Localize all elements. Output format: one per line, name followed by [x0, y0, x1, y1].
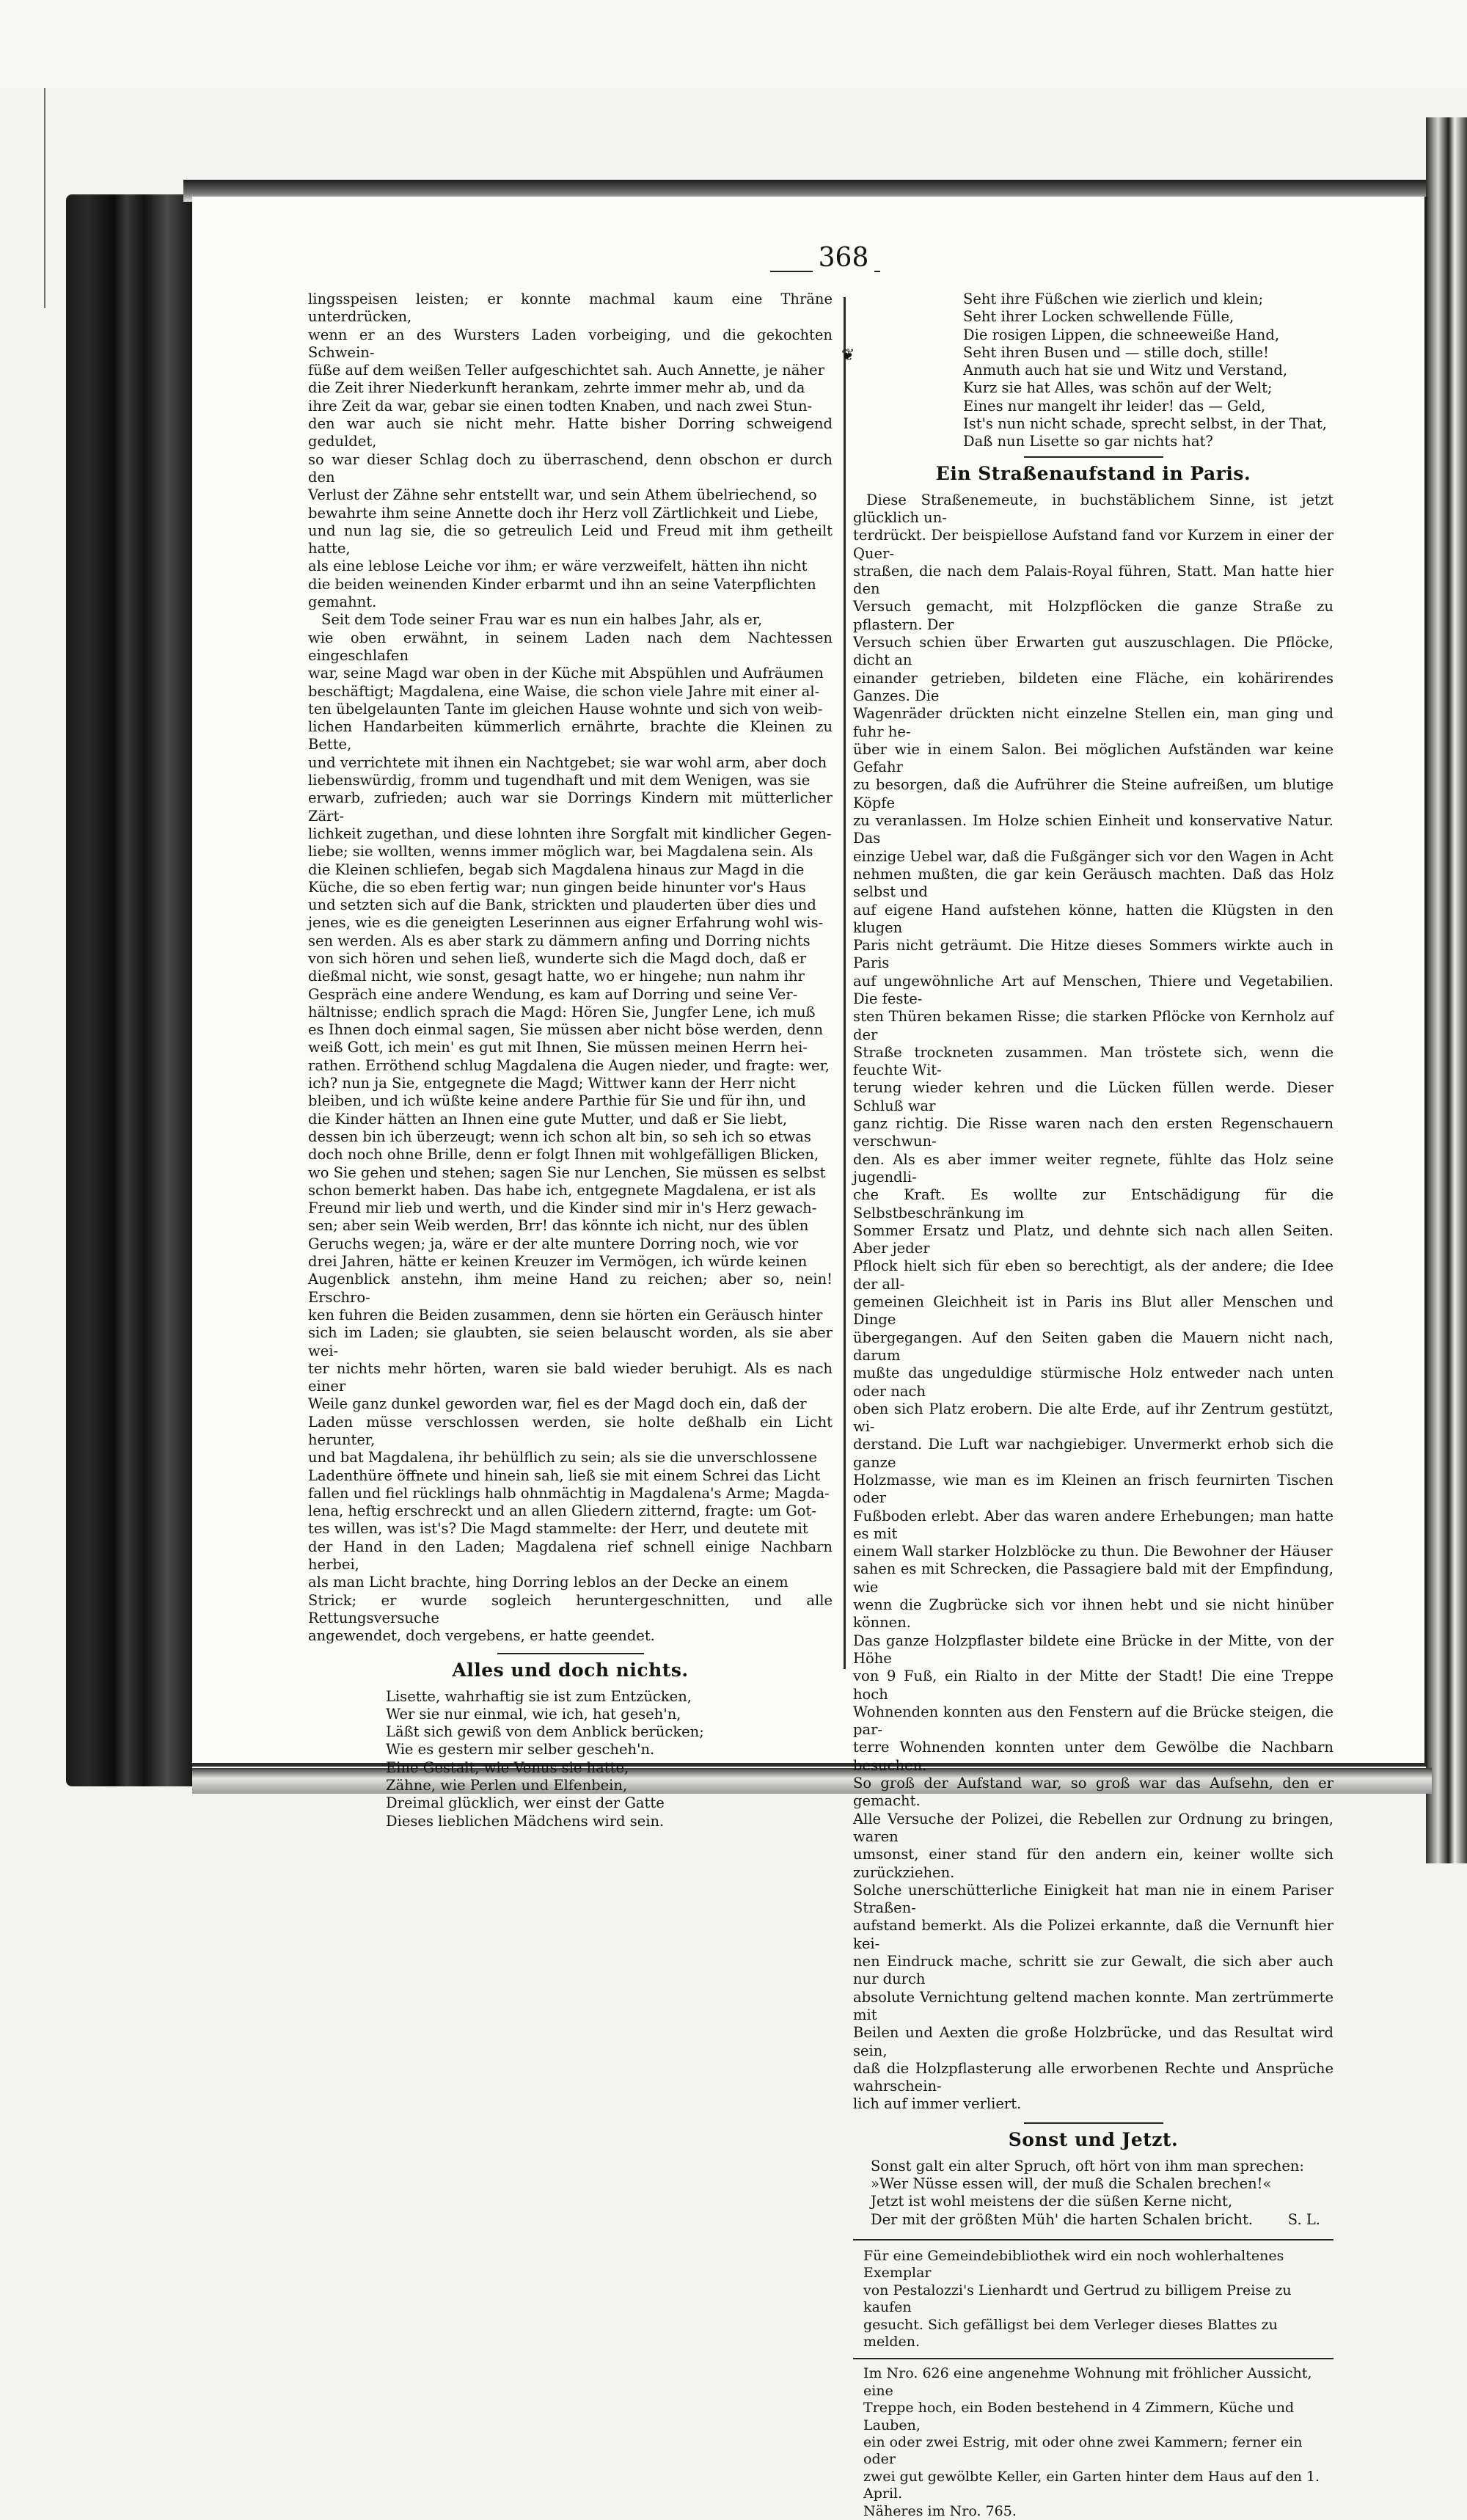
library-notice: Für eine Gemeindebibliothek wird ein noch wohlerhaltenes Exemplar von Pestalozzi's Lienhardt und Gertrud zu billigem Preise zu kaufen gesucht. Sich gefälligst bei dem Verleger dieses Blattes zu melden.: [863, 2247, 1292, 2350]
ornament-mark: ❦: [841, 346, 855, 365]
page-right-edge: [1426, 117, 1467, 1863]
epigram-last-line-row: [853, 2211, 1334, 2229]
epigram-text: Sonst galt ein alter Spruch, oft hört von ihm man sprechen: »Wer Nüsse essen will, der muß die Schalen brechen!« Jetzt ist wohl meistens der die süßen Kerne nicht,: [871, 2157, 1304, 2210]
epigram-last-line: Der mit der größten Müh' die harten Schalen bricht.: [871, 2210, 1253, 2228]
article-heading: Ein Straßenaufstand in Paris.: [935, 462, 1251, 484]
epigram-heading: Sonst und Jetzt.: [1008, 2128, 1179, 2150]
page-number-rule-left: [770, 271, 813, 272]
section-rule: [497, 1653, 644, 1654]
column-divider: [844, 297, 846, 1669]
page-number: 368: [818, 243, 869, 273]
story-paragraph: Seit dem Tode seiner Frau war es nun ein halbes Jahr, als er, wie oben erwähnt, in seinem Laden nach dem Nachtessen eingeschlafen war, seine Magd war oben in der Küche mit Abspühlen und Aufräumen beschäftigt; Magdalena, eine Waise, die schon viele Jahre mit einer al- ten übelgelaunten Tante im gleichen Hause wohnte und sich von weib- lichen Handarbeiten kümmerlich ernährte, brachte die Kleinen zu Bette, und verrichtete mit ihnen ein Nachtgebet; sie war wohl arm, aber doch liebenswürdig, fromm und tugendhaft und mit dem Wenigen, was sie erwarb, zufrieden; auch war sie Dorrings Kindern mit mütterlicher Zärt- lichkeit zugethan, und diese lohnten ihre Sorgfalt mit kindlicher Gegen- liebe; sie wollten, wenns immer möglich war, bei Magdalena sein. Als die Kleinen schliefen, begab sich Magdalena hinaus zur Magd in die Küche, die so eben fertig war; nun gingen beide hinunter vor's Haus und setzten sich auf die Bank, strickten und plauderten über dies und jenes, wie es die geneigten Leserinnen aus eigner Erfahrung wohl wis- sen werden. Als es aber stark zu dämmern anfing und Dorring nichts von sich hören und sehen ließ, wunderte sich die Magd doch, daß er dießmal nicht, wie sonst, gesagt hatte, wo er hingehe; nun nahm ihr Gespräch eine andere Wendung, es kam auf Dorring und seine Ver- hältnisse; endlich sprach die Magd: Hören Sie, Jungfer Lene, ich muß es Ihnen doch einmal sagen, Sie müssen aber nicht böse werden, denn weiß Gott, ich mein' es gut mit Ihnen, Sie müssen meinen Herrn hei- rathen. Erröthend schlug Magdalena die Augen nieder, und fragte: wer, ich? nun ja Sie, entgegnete die Magd; Wittwer kann der Herr nicht bleiben, und ich wüßte keine andere Parthie für Sie und für ihn, und die Kinder hätten an Ihnen eine gute Mutter, und daß er Sie liebt, dessen bin ich überzeugt; wenn ich schon alt bin, so seh ich so etwas doch noch ohne Brille, denn er folgt Ihnen mit wohlgefälligen Blicken, wo Sie gehen und stehen; sagen Sie nur Lenchen, Sie müssen es selbst schon bemerkt haben. Das habe ich, entgegnete Magdalena, er ist als Freund mir lieb und werth, und die Kinder sind mir in's Herz gewach- sen; aber sein Weib werden, Brr! das könnte ich nicht, nur des üblen Geruchs wegen; ja, wäre er der alte muntere Dorring noch, wie vor drei Jahren, hätte er keinen Kreuzer im Vermögen, ich würde keinen Augenblick anstehn, ihm meine Hand zu reichen; aber so, nein! Erschro- ken fuhren die Beiden zusammen, denn sie hörten ein Geräusch hinter sich im Laden; sie glaubten, sie seien belauscht worden, als sie aber wei- ter nichts mehr hörten, waren sie bald wieder beruhigt. Als es nach einer Weile ganz dunkel geworden war, fiel es der Magd doch ein, daß der Laden müsse verschlossen werden, sie holte deßhalb ein Licht herunter, und bat Magdalena, ihr behülflich zu sein; als sie die unverschlossene Ladenthüre öffnete und hinein sah, ließ sie mit einem Schrei das Licht fallen und fiel rücklings halb ohnmächtig in Magdalena's Arme; Magda- lena, heftig erschreckt und an allen Gliedern zitternd, fragte: um Got- tes willen, was ist's? Die Magd stammelte: der Herr, und deutete mit der Hand in den Laden; Magdalena rief schnell einige Nachbarn herbei, als man Licht brachte, hing Dorring leblos an der Decke an einem Strick; er wurde sogleich heruntergeschnitten, und alle Rettungsversuche angewendet, doch vergebens, er hatte geendet.: [308, 611, 833, 1645]
scan-background: [0, 0, 1467, 88]
poem-text: Lisette, wahrhaftig sie ist zum Entzücken, Wer sie nur einmal, wie ich, hat geseh'n, Läßt sich gewiß von dem Anblick berücken; Wie es gestern mir selber gescheh'n. Eine Gestalt, wie Venus sie hatte, Zähne, wie Perlen und Elfenbein, Dreimal glücklich, wer einst der Gatte Dieses lieblichen Mädchens wird sein.: [386, 1687, 704, 1830]
left-column: [308, 291, 833, 1830]
section-rule: [1024, 2122, 1163, 2124]
page-number-rule-right: [874, 271, 880, 272]
notice-rule: [853, 2239, 1334, 2240]
epigram-signature: S. L.: [1287, 2210, 1320, 2228]
book-spine: [66, 194, 192, 1786]
poem-heading: Alles und doch nichts.: [452, 1659, 689, 1681]
poem-continued: Seht ihre Füßchen wie zierlich und klein; Seht ihrer Locken schwellende Fülle, Die rosigen Lippen, die schneeweiße Hand, Seht ihren Busen und — stille doch, stille! Anmuth auch hat sie und Witz und Verstand, Kurz sie hat Alles, was schön auf der Welt; Eines nur mangelt ihr leider! das — Geld, Ist's nun nicht schade, sprecht selbst, in der That, Daß nun Lisette so gar nichts hat?: [963, 291, 1327, 450]
section-rule: [1024, 456, 1163, 458]
scan-edge-mark: [44, 88, 45, 308]
right-column: [853, 291, 1334, 2520]
story-paragraph: lingsspeisen leisten; er konnte machmal kaum eine Thräne unterdrücken, wenn er an des Wursters Laden vorbeiging, und die gekochten Schwein- füße auf dem weißen Teller aufgeschichtet sah. Auch Annette, je näher die Zeit ihrer Niederkunft herankam, zehrte immer mehr ab, und da ihre Zeit da war, gebar sie einen todten Knaben, und nach zwei Stun- den war auch sie nicht mehr. Hatte bisher Dorring schweigend geduldet, so war dieser Schlag doch zu überraschend, denn obschon er durch den Verlust der Zähne sehr entstellt war, und sein Athem übelriechend, so bewahrte ihm seine Annette doch ihr Herz voll Zärtlichkeit und Liebe, und nun lag sie, die so getreulich Leid und Freud mit ihm getheilt hatte, als eine leblose Leiche vor ihm; er wäre verzweifelt, hätten ihn nicht die beiden weinenden Kinder erbarmt und ihn an seine Vaterpflichten gemahnt.: [308, 291, 833, 611]
apartment-notice: Im Nro. 626 eine angenehme Wohnung mit fröhlicher Aussicht, eine Treppe hoch, ein Boden bestehend in 4 Zimmern, Küche und Lauben, ein oder zwei Estrig, mit oder ohne zwei Kammern; ferner ein oder zwei gut gewölbte Keller, ein Garten hinter dem Haus auf den 1. April. Näheres im Nro. 765.: [863, 2365, 1320, 2519]
article-text: Diese Straßenemeute, in buchstäblichem Sinne, ist jetzt glücklich un- terdrückt. Der beispiellose Aufstand fand vor Kurzem in einer der Quer- straßen, die nach dem Palais-Royal führen, Statt. Man hatte hier den Versuch gemacht, mit Holzpflöcken die ganze Straße zu pflastern. Der Versuch schien über Erwarten gut auszuschlagen. Die Pflöcke, dicht an einander getrieben, bildeten eine Fläche, ein kohärirendes Ganzes. Die Wagenräder drückten nicht einzelne Stellen ein, man ging und fuhr he- über wie in einem Salon. Bei möglichen Aufständen war keine Gefahr zu besorgen, daß die Aufrührer die Steine aufreißen, um blutige Köpfe zu veranlassen. Im Holze schien Einheit und konservative Natur. Das einzige Uebel war, daß die Fußgänger sich vor den Wagen in Acht nehmen mußten, die gar kein Geräusch machten. Daß das Holz selbst und auf eigene Hand aufstehen könne, hatten die Klügsten in den klugen Paris nicht geträumt. Die Hitze dieses Sommers wirkte auch in Paris auf ungewöhnliche Art auf Menschen, Thiere und Vegetabilien. Die feste- sten Thüren bekamen Risse; die starken Pflöcke von Kernholz auf der Straße trockneten zusammen. Man tröstete sich, wenn die feuchte Wit- terung wieder kehren und die Lücken füllen werde. Dieser Schluß war ganz richtig. Die Risse waren nach den ersten Regenschauern verschwun- den. Als es aber immer weiter regnete, fühlte das Holz seine jugendli- che Kraft. Es wollte zur Entschädigung für die Selbstbeschränkung im Sommer Ersatz und Platz, und dehnte sich nach allen Seiten. Aber jeder Pflock hielt sich für eben so berechtigt, als der andere; die Idee der all- gemeinen Gleichheit ist in Paris ins Blut aller Menschen und Dinge übergegangen. Auf den Seiten gaben die Mauern nicht nach, darum mußte das ungeduldige stürmische Holz entweder nach unten oder nach oben sich Platz erobern. Die alte Erde, auf ihr Zentrum gestützt, wi- derstand. Die Luft war nachgiebiger. Unvermerkt erhob sich die ganze Holzmasse, wie man es im Kleinen an frisch feurnirten Tischen oder Fußboden erlebt. Aber das waren andere Erhebungen; man hatte es mit einem Wall starker Holzblöcke zu thun. Die Bewohner der Häuser sahen es mit Schrecken, die Passagiere bald mit der Empfindung, wie wenn die Zugbrücke sich vor ihnen hebt und sie nicht hinüber können. Das ganze Holzpflaster bildete eine Brücke in der Mitte, von der Höhe von 9 Fuß, ein Rialto in der Mitte der Stadt! Die eine Treppe hoch Wohnenden konnten aus den Fenstern auf die Brücke steigen, die par- terre Wohnenden konnten unter dem Gewölbe die Nachbarn besuchen. So groß der Aufstand war, so groß war das Aufsehn, den er gemacht. Alle Versuche der Polizei, die Rebellen zur Ordnung zu bringen, waren umsonst, einer stand für den andern ein, keiner wollte sich zurückziehen. Solche unerschütterliche Einigkeit hat man nie in einem Pariser Straßen- aufstand bemerkt. Als die Polizei erkannte, daß die Vernunft hier kei- nen Eindruck mache, schritt sie zur Gewalt, die sich aber auch nur durch absolute Vernichtung geltend machen konnte. Man zertrümmerte mit Beilen und Aexten die große Holzbrücke, und das Resultat wird sein, daß die Holzpflasterung alle erworbenen Rechte und Ansprüche wahrschein- lich auf immer verliert.: [853, 491, 1334, 2113]
notice-rule: [853, 2358, 1334, 2359]
